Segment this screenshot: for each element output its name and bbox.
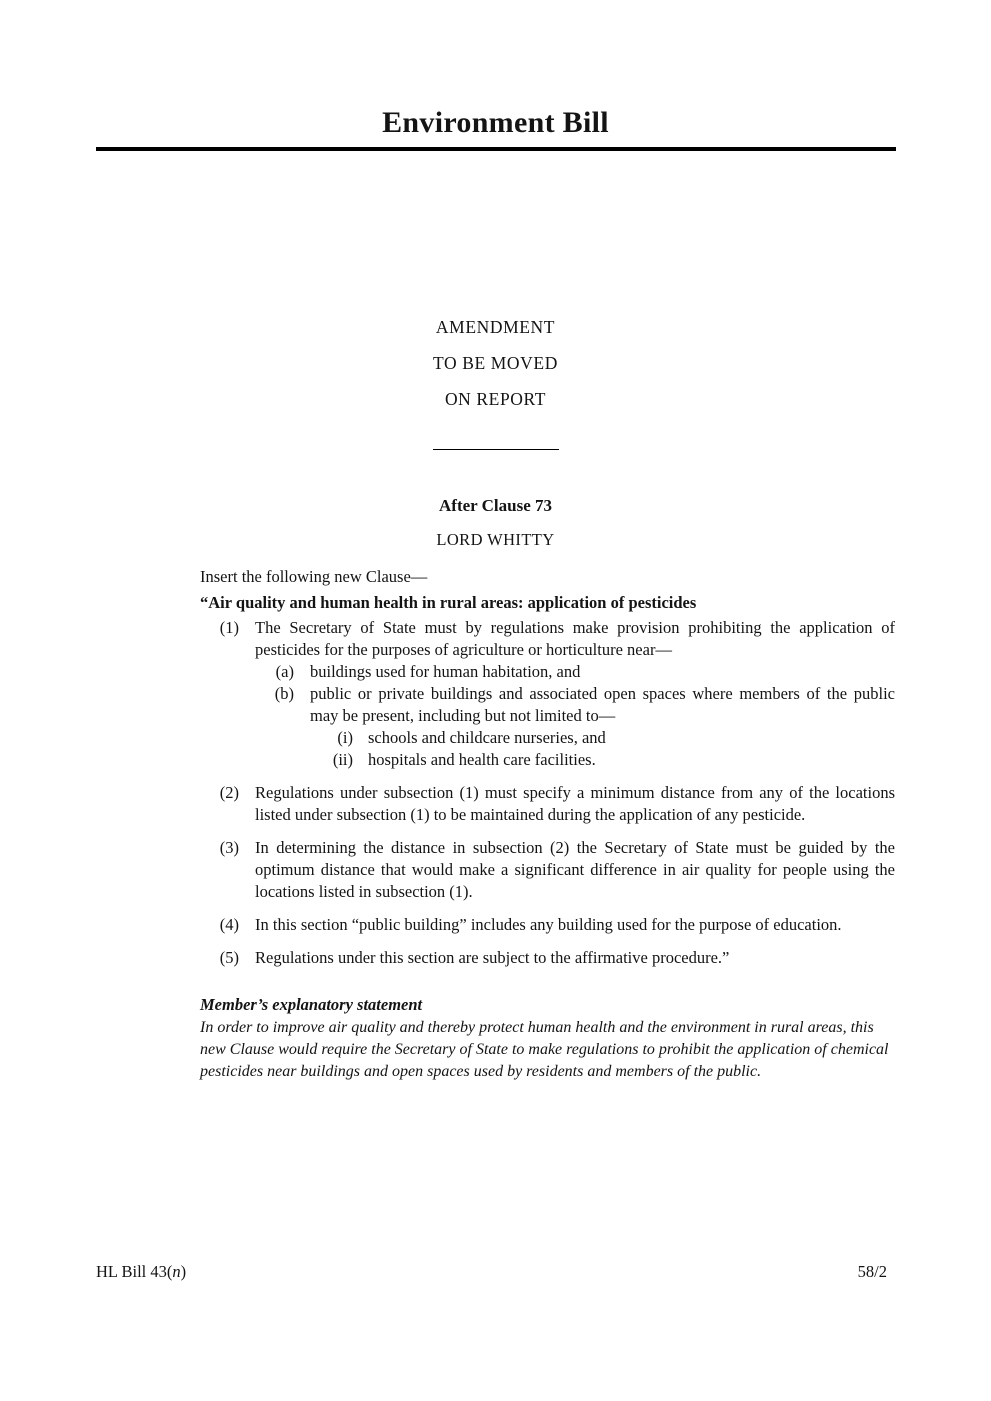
footer-bill-italic-n: n [172,1262,181,1281]
item-text: Regulations under subsection (1) must specify a minimum distance from any of the locations listed under subsection (1) to be maintained during the application of any pesticide. [255,783,895,824]
item-text: Regulations under this section are subject to the affirmative procedure.” [255,948,730,967]
item-text: In determining the distance in subsection (2) the Secretary of State must be guided by the optimum distance that would make a significant difference in air quality for people using the locations listed in subsection (1). [255,838,895,901]
clause-item-2 [200,782,895,826]
clause-item-1b [200,683,895,727]
clause-item-3 [200,837,895,903]
new-clause-heading: “Air quality and human health in rural areas: application of pesticides [200,593,697,612]
clause-item-1b-ii [200,749,895,771]
insert-instruction: Insert the following new Clause— [200,567,428,586]
notice-line-amendment: AMENDMENT [435,317,556,337]
explanatory-text: In order to improve air quality and thereby protect human health and the environment in rural areas, this new Clause would require the Secretary of State to make regulations to prohibit the application of chemical pesticides near buildings and open spaces used by residents and members of the public. [200,1019,889,1080]
page-title: Environment Bill [382,106,609,139]
item-number: (5) [219,948,239,967]
notice-line-to-be-moved: TO BE MOVED [433,353,558,373]
explanatory-statement [200,994,895,1083]
item-text: The Secretary of State must by regulations make provision prohibiting the application of pesticides for the purposes of agriculture or horticulture near— [255,618,895,659]
item-text: hospitals and health care facilities. [368,750,596,769]
page-footer [96,1262,887,1282]
footer-bill-number [96,1262,186,1282]
item-number: (i) [337,728,353,747]
item-number: (4) [219,915,239,934]
clause-item-1b-i [200,727,895,749]
notice-block [0,309,991,417]
clause-item-1 [200,617,895,661]
after-clause-heading: After Clause 73 [439,496,552,515]
explanatory-heading: Member’s explanatory statement [200,995,423,1014]
title-rule [96,147,896,151]
notice-line-on-report: ON REPORT [444,389,547,409]
item-text: In this section “public building” includes any building used for the purpose of education. [255,915,842,934]
footer-bill-suffix: ) [180,1262,187,1281]
footer-bill-prefix: HL Bill 43( [96,1262,173,1281]
clause-item-4 [200,914,895,936]
item-text: public or private buildings and associated open spaces where members of the public may be present, including but not limited to— [310,684,895,725]
item-number: (ii) [332,750,353,769]
amendment-body [200,566,895,1083]
mover-name: LORD WHITTY [436,530,555,549]
clause-item-5 [200,947,895,969]
item-number: (2) [219,783,239,802]
item-number: (b) [274,684,294,703]
section-divider [433,449,559,450]
item-number: (a) [275,662,294,681]
item-text: schools and childcare nurseries, and [368,728,606,747]
footer-amendment-number: 58/2 [857,1262,887,1281]
item-number: (3) [219,838,239,857]
clause-item-1a [200,661,895,683]
item-text: buildings used for human habitation, and [310,662,581,681]
item-number: (1) [219,618,239,637]
